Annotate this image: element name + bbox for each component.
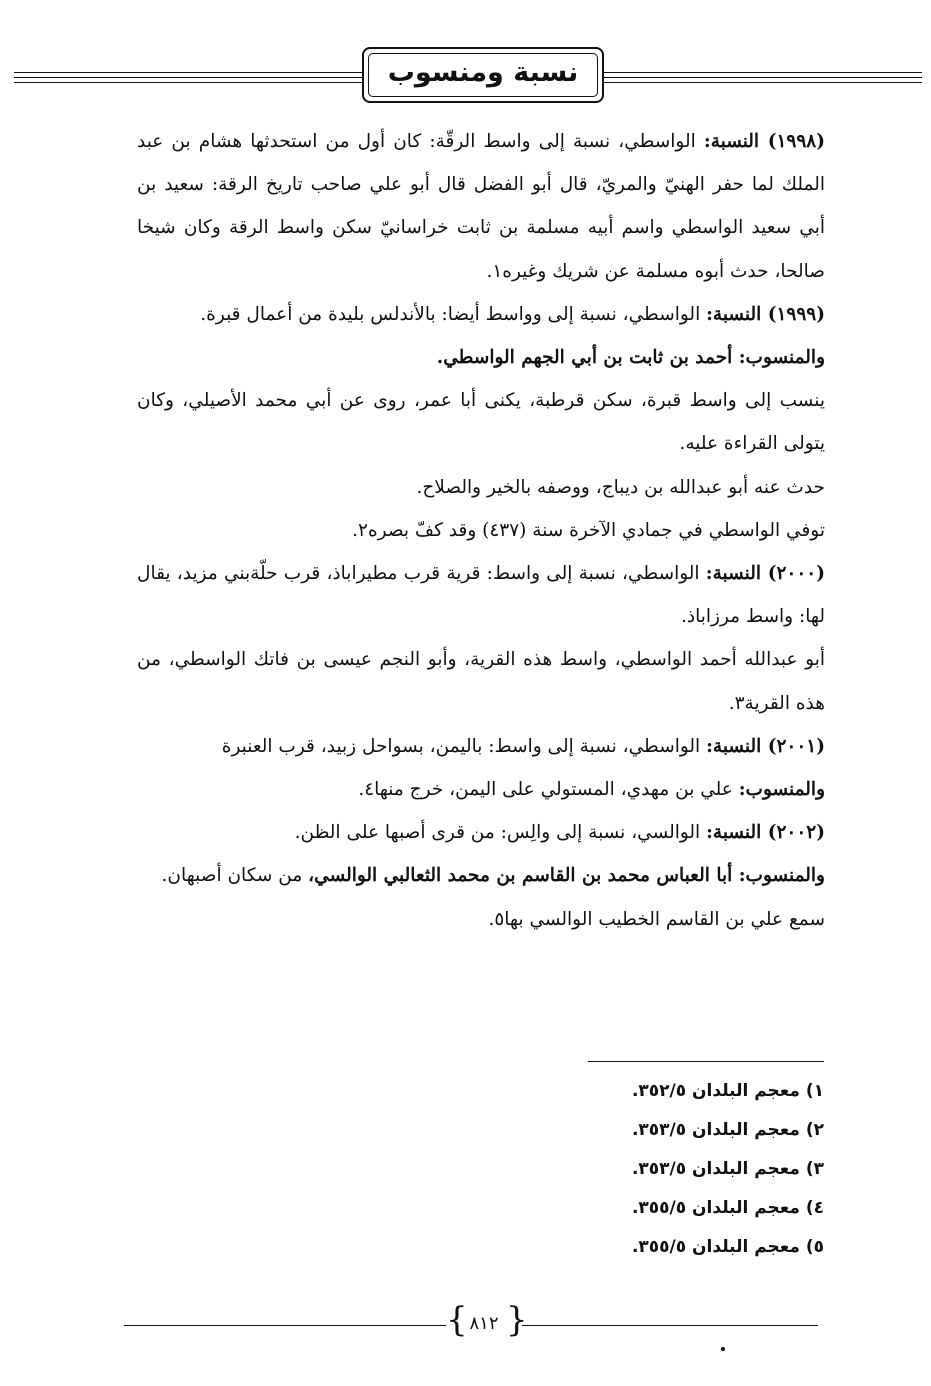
page-number-brace-left: { bbox=[446, 1300, 468, 1340]
entry-text: سمع علي بن القاسم الخطيب الوالسي بها٥. bbox=[488, 908, 825, 930]
entry-text: الواسطي، نسبة إلى واسط الرقّة: كان أول من استحدثها هشام بن عبد الملك لما حفر الهنيّ والمريّ، قال أبو الفضل قال أبو علي صاحب تاريخ الرقة: سعيد بن أبي سعيد الواسطي واسم أبيه مسلمة بن ثابت خراسانيّ سكن واسط الرقة وكان شيخا صالحا، حدث أبوه مسلمة عن شريك وغيره١. bbox=[137, 131, 825, 282]
entry-lead: والمنسوب: bbox=[738, 779, 825, 801]
entry-text: الواسطي، نسبة إلى واسط: باليمن، بسواحل زبيد، قرب العنبرة bbox=[221, 735, 707, 757]
paragraph bbox=[137, 120, 825, 293]
footnote: ٣) معجم البلدان ٣٥٣/٥. bbox=[631, 1159, 824, 1179]
header-rule-left-2 bbox=[14, 77, 362, 78]
paragraph bbox=[137, 509, 825, 552]
paragraph bbox=[137, 768, 825, 811]
running-header bbox=[362, 47, 604, 103]
entry-text: أبو عبدالله أحمد الواسطي، واسط هذه القرية، وأبو النجم عيسى بن فاتك الواسطي، من هذه القرية٣. bbox=[137, 649, 825, 714]
header-rule-right bbox=[604, 72, 922, 73]
paragraph bbox=[137, 811, 825, 854]
entry-lead: (٢٠٠٠) النسبة: bbox=[705, 563, 826, 585]
entry-text: الواسطي، نسبة إلى وواسط أيضا: بالأندلس بليدة من أعمال قبرة. bbox=[200, 303, 707, 325]
paragraph bbox=[137, 854, 825, 897]
paragraph bbox=[137, 638, 825, 724]
header-rule-left bbox=[14, 72, 362, 73]
entry-text: الوالسي، نسبة إلى والِس: من قرى أصبها على الظن. bbox=[294, 822, 707, 844]
paragraph bbox=[137, 293, 825, 336]
footer-rule-right bbox=[522, 1325, 818, 1326]
entry-text: توفي الواسطي في جمادي الآخرة سنة (٤٣٧) وقد كفّ بصره٢. bbox=[352, 519, 825, 541]
entry-lead: (١٩٩٨) النسبة: bbox=[703, 131, 825, 152]
entry-text: الواسطي، نسبة إلى واسط: قرية قرب مطيراباذ، قرب حلّةبني مزيد، يقال لها: واسط مرزاباذ. bbox=[137, 563, 825, 628]
header-rule-right-3 bbox=[604, 82, 922, 83]
running-header-title: نسبة ومنسوب bbox=[387, 57, 579, 88]
footnote-separator bbox=[588, 1061, 824, 1062]
paragraph bbox=[137, 898, 825, 941]
footnotes bbox=[420, 1072, 824, 1267]
footnote: ٤) معجم البلدان ٣٥٥/٥. bbox=[631, 1198, 824, 1218]
entry-text: ينسب إلى واسط قبرة، سكن قرطبة، يكنى أبا عمر، روى عن أبي محمد الأصيلي، وكان يتولى القراءة عليه. bbox=[137, 390, 825, 455]
paragraph bbox=[137, 725, 825, 768]
paragraph bbox=[137, 336, 825, 379]
paragraph bbox=[137, 552, 825, 638]
paragraph bbox=[137, 466, 825, 509]
footnote: ١) معجم البلدان ٣٥٢/٥. bbox=[631, 1081, 824, 1101]
footer-rule-left bbox=[124, 1325, 446, 1326]
paragraph bbox=[137, 379, 825, 465]
page-number: ٨١٢ bbox=[469, 1313, 499, 1334]
entry-text: حدث عنه أبو عبدالله بن ديباج، ووصفه بالخير والصلاح. bbox=[416, 476, 825, 498]
entry-text: علي بن مهدي، المستولي على اليمن، خرج منها٤. bbox=[358, 779, 739, 801]
footnote: ٢) معجم البلدان ٣٥٣/٥. bbox=[631, 1120, 824, 1140]
footnote: ٥) معجم البلدان ٣٥٥/٥. bbox=[631, 1237, 824, 1257]
entry-lead: (١٩٩٩) النسبة: bbox=[706, 303, 825, 325]
scan-speck bbox=[721, 1347, 725, 1351]
body-text bbox=[137, 120, 825, 941]
entry-lead: (٢٠٠٢) النسبة: bbox=[706, 822, 825, 844]
header-rule-right-2 bbox=[604, 77, 922, 78]
entry-text: من سكان أصبهان. bbox=[161, 865, 309, 887]
page-number-brace-right: } bbox=[506, 1300, 528, 1340]
entry-lead: (٢٠٠١) النسبة: bbox=[706, 735, 825, 757]
entry-lead: والمنسوب: أبا العباس محمد بن القاسم بن محمد الثعالبي الوالسي، bbox=[308, 865, 825, 887]
header-rule-left-3 bbox=[14, 82, 362, 83]
entry-lead: والمنسوب: أحمد بن ثابت بن أبي الجهم الواسطي. bbox=[436, 347, 825, 369]
